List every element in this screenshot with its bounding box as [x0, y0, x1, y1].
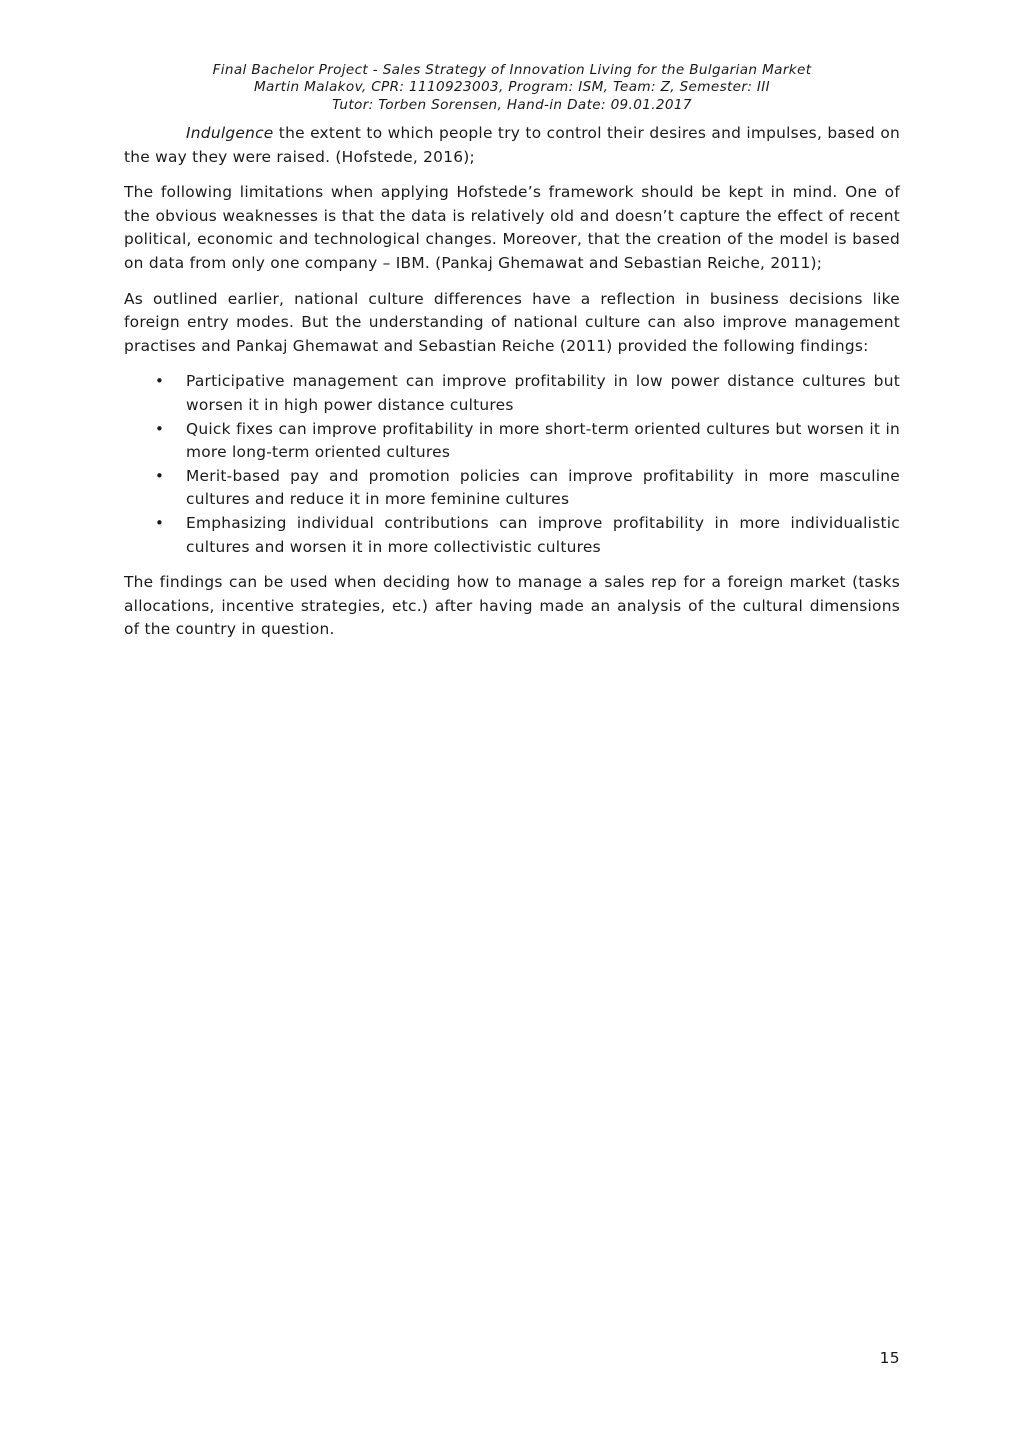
bullet-icon: • [155, 513, 165, 532]
paragraph-limitations: The following limitations when applying Hofstede’s framework should be kept in mind. One of the obvious weaknesses is that the data is relatively old and doesn’t capture the effect of recent political, economic and technological changes. Moreover, that the creation of the model is based on data from only one company – IBM. (Pankaj Ghemawat and Sebastian Reiche, 2011); [124, 183, 900, 272]
bullet-icon: • [155, 419, 165, 438]
list-item [124, 418, 900, 465]
header-line-author: Martin Malakov, CPR: 1110923003, Program: ISM, Team: Z, Semester: III [253, 79, 771, 96]
findings-list [124, 370, 900, 559]
bullet-icon: • [155, 466, 165, 485]
header-line-title: Final Bachelor Project - Sales Strategy of Innovation Living for the Bulgarian Market [212, 62, 812, 78]
list-item [124, 465, 900, 512]
list-item [124, 512, 900, 559]
indulgence-term: Indulgence [186, 124, 274, 142]
body-text [124, 122, 900, 654]
finding-text: Merit-based pay and promotion policies can improve profitability in more masculine cultures and reduce it in more feminine cultures [186, 466, 900, 509]
page-number: 15 [879, 1349, 900, 1367]
bullet-icon: • [155, 372, 165, 391]
running-header [124, 62, 900, 114]
paragraph-findings-use: The findings can be used when deciding how to manage a sales rep for a foreign market (tasks allocations, incentive strategies, etc.) after having made an analysis of the cultural dimensions of the country in question. [124, 573, 900, 639]
header-line-tutor: Tutor: Torben Sorensen, Hand-in Date: 09.01.2017 [332, 96, 692, 113]
finding-text: Participative management can improve profitability in low power distance cultures but worsen it in high power distance cultures [186, 372, 900, 414]
finding-text: Emphasizing individual contributions can improve profitability in more individualistic cultures and worsen it in more collectivistic cultures [186, 513, 900, 556]
paragraph-indulgence [124, 122, 900, 169]
finding-text: Quick fixes can improve profitability in more short-term oriented cultures but worsen it in more long-term oriented cultures [186, 419, 900, 462]
list-item [124, 370, 900, 417]
indulgence-definition: the extent to which people try to control their desires and impulses, based on the way they were raised. (Hofstede, 2016); [124, 124, 900, 166]
paragraph-outlined: As outlined earlier, national culture differences have a reflection in business decisions like foreign entry modes. But the understanding of national culture can also improve management practises and Pankaj Ghemawat and Sebastian Reiche (2011) provided the following findings: [124, 289, 900, 355]
